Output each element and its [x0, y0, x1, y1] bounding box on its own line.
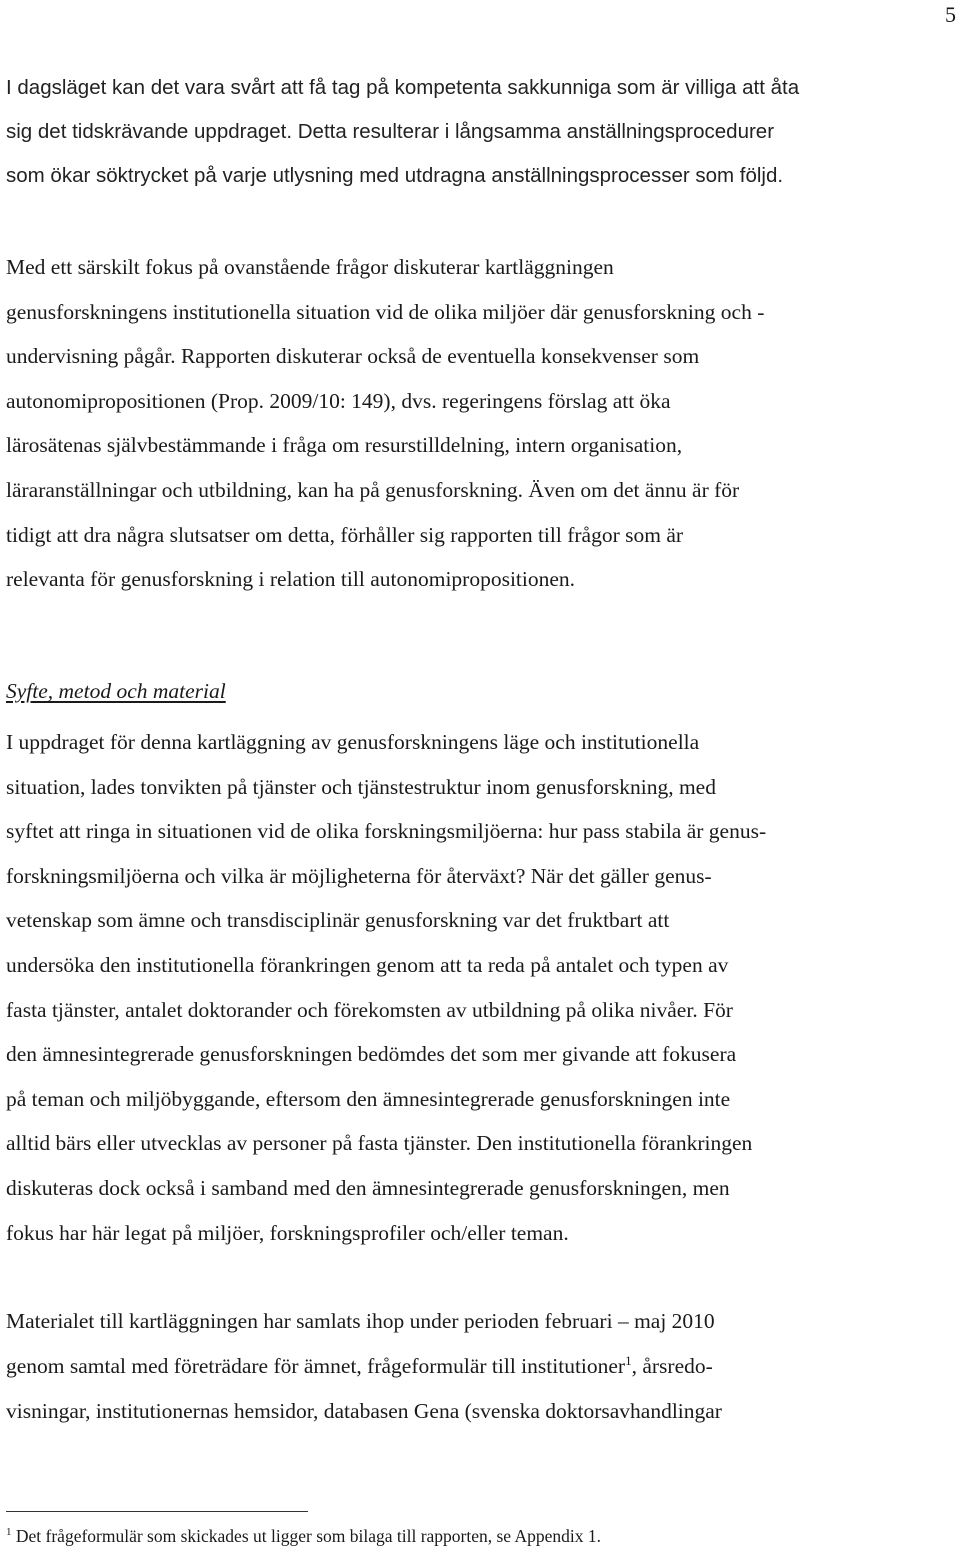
text-line: på teman och miljöbyggande, eftersom den ämnesintegrerade genusforskningen inte	[6, 1086, 731, 1111]
text-line: fokus har här legat på miljöer, forskningsprofiler och/eller teman.	[6, 1220, 569, 1245]
footnote	[6, 1524, 601, 1548]
text-line: forskningsmiljöerna och vilka är möjligheterna för återväxt? När det gäller genus-	[6, 863, 712, 888]
text-line: den ämnesintegrerade genusforskningen bedömdes det som mer givande att fokusera	[6, 1042, 737, 1067]
text-line: Materialet till kartläggningen har samlats ihop under perioden februari – maj 2010	[6, 1309, 715, 1333]
text-line: diskuteras dock också i samband med den ämnesintegrerade genusforskningen, men	[6, 1175, 730, 1200]
text-line	[6, 1344, 956, 1389]
paragraph-uppdraget	[6, 720, 956, 1255]
text-line: läraranställningar och utbildning, kan ha på genusforskning. Även om det ännu är för	[6, 477, 740, 502]
text-line: lärosätenas självbestämmande i fråga om resurstilldelning, intern organisation,	[6, 433, 683, 458]
text-line: situation, lades tonvikten på tjänster och tjänstestruktur inom genusforskning, med	[6, 774, 716, 799]
text-line: undervisning pågår. Rapporten diskuterar också de eventuella konsekvenser som	[6, 344, 700, 369]
text-line: fasta tjänster, antalet doktorander och förekomsten av utbildning på olika nivåer. För	[6, 997, 733, 1022]
paragraph-sakkunniga	[6, 66, 956, 198]
text-segment: genom samtal med företrädare för ämnet, frågeformulär till institutioner	[6, 1354, 626, 1378]
text-line: tidigt att dra några slutsatser om detta, förhåller sig rapporten till frågor som är	[6, 522, 684, 547]
text-line: I uppdraget för denna kartläggning av genusforskningens läge och institutionella	[6, 730, 700, 754]
text-line: alltid bärs eller utvecklas av personer på fasta tjänster. Den institutionella förankringen	[6, 1131, 753, 1156]
text-line: undersöka den institutionella förankringen genom att ta reda på antalet och typen av	[6, 952, 729, 977]
footnote-text: Det frågeformulär som skickades ut ligger som bilaga till rapporten, se Appendix 1.	[11, 1526, 602, 1546]
text-line: sig det tidskrävande uppdraget. Detta resulterar i långsamma anställningsprocedurer	[6, 120, 775, 143]
text-line: genusforskningens institutionella situation vid de olika miljöer där genusforskning och -	[6, 299, 765, 324]
text-line: visningar, institutionernas hemsidor, databasen Gena (svenska doktorsavhandlingar	[6, 1399, 722, 1423]
text-line: relevanta för genusforskning i relation till autonomipropositionen.	[6, 567, 576, 592]
paragraph-materialet	[6, 1299, 956, 1434]
page-number: 5	[945, 2, 956, 27]
footnote-reference[interactable]: 1	[625, 1352, 632, 1368]
text-line: autonomipropositionen (Prop. 2009/10: 149), dvs. regeringens förslag att öka	[6, 388, 671, 413]
text-segment: , årsredo-	[631, 1354, 713, 1378]
text-line: som ökar söktrycket på varje utlysning med utdragna anställningsprocesser som följd.	[6, 164, 784, 187]
text-line: vetenskap som ämne och transdisciplinär genusforskning var det fruktbart att	[6, 908, 670, 933]
paragraph-fokus	[6, 245, 956, 602]
text-line: syftet att ringa in situationen vid de olika forskningsmiljöerna: hur pass stabila är genus-	[6, 819, 767, 844]
section-heading: Syfte, metod och material	[6, 679, 226, 703]
text-line: I dagsläget kan det vara svårt att få tag på kompetenta sakkunniga som är villiga att åta	[6, 76, 800, 99]
text-line: Med ett särskilt fokus på ovanstående frågor diskuterar kartläggningen	[6, 255, 614, 279]
footnote-separator	[6, 1511, 308, 1512]
footnote-marker: 1	[6, 1526, 12, 1539]
